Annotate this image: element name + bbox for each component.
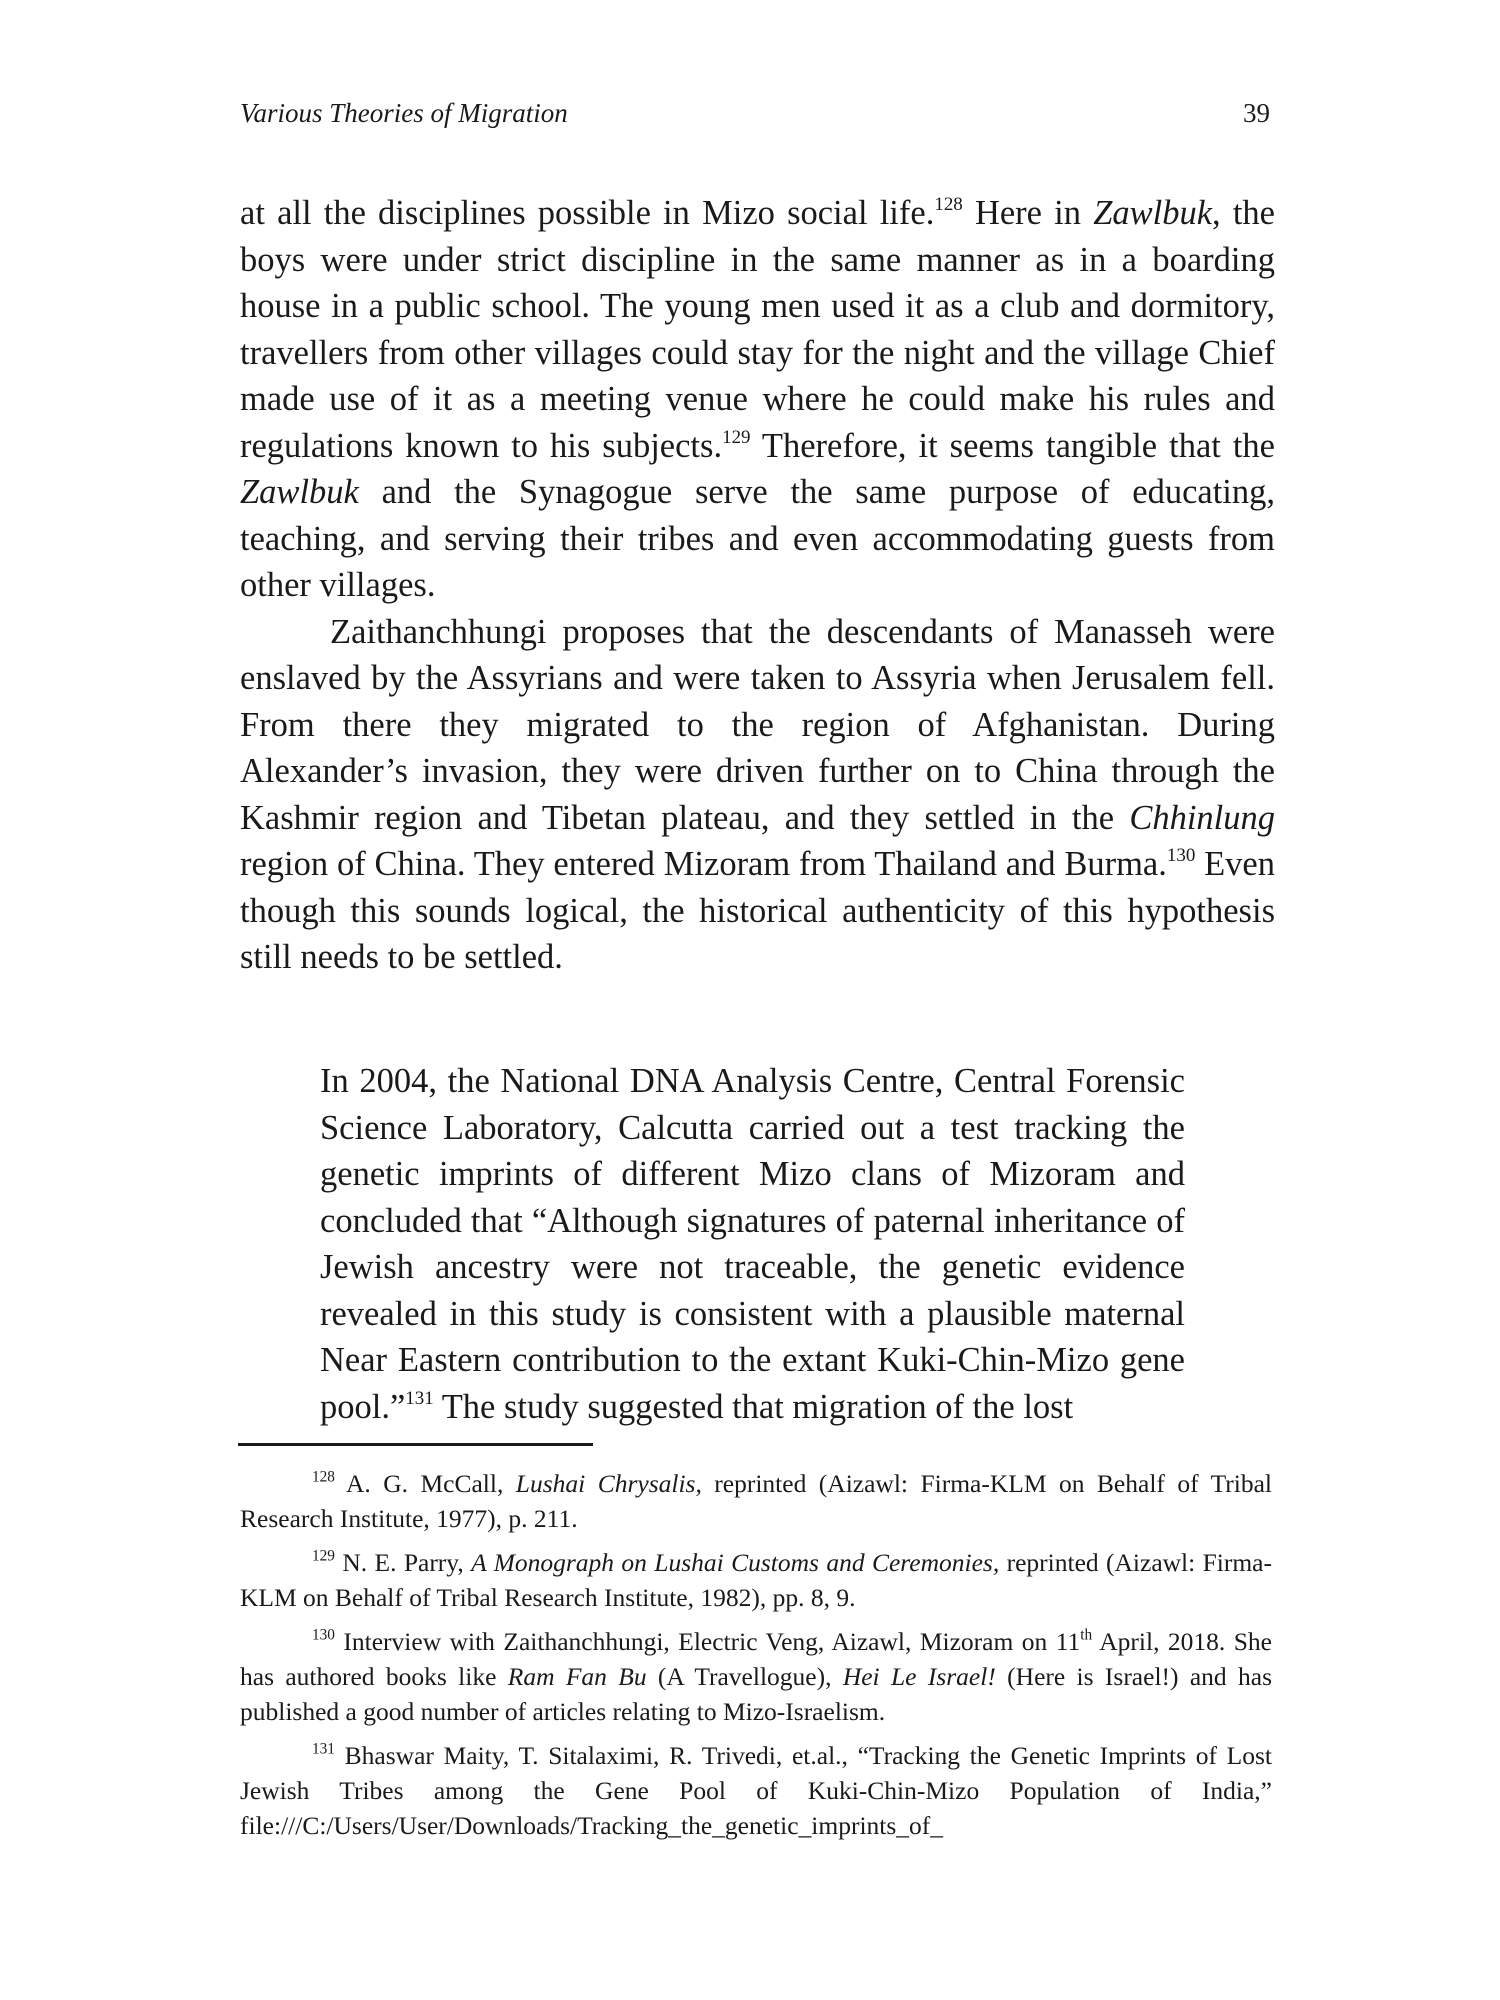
footnote-number: 129 — [312, 1547, 335, 1565]
footnote-ref-130: 130 — [1166, 844, 1196, 866]
running-head — [240, 98, 1270, 129]
text-run: reprinted (Aizawl: Firma-KLM on Behalf of Tribal Research Institute, 1982), pp. 8, 9. — [240, 1548, 1272, 1612]
paragraph-zawlbuk — [240, 190, 1275, 609]
text-run: (Here is Israel!) and has published a good number of articles relating to Mizo-Israelism. — [240, 1662, 1273, 1726]
page-number: 39 — [1243, 98, 1270, 128]
term-zawlbuk: Zawlbuk — [1093, 194, 1213, 232]
paragraph-zaithanchhungi — [240, 609, 1275, 981]
text-run: Interview with Zaithanchhungi, Electric Veng, Aizawl, Mizoram on 11 — [334, 1627, 1081, 1656]
footnotes — [240, 1466, 1272, 1843]
book-title: A Monograph on Lushai Customs and Ceremonies, — [471, 1548, 1000, 1577]
text-run: A. G. McCall, — [334, 1469, 516, 1498]
text-run: region of China. They entered Mizoram from Thailand and Burma. — [240, 845, 1167, 883]
book-title: Lushai Chrysalis, — [515, 1469, 702, 1498]
text-run: (A Travellogue), — [646, 1662, 843, 1691]
text-run: In 2004, the National DNA Analysis Centre, Central Forensic Science Laboratory, Calcutta carried out a test tracking the genetic imprints of different Mizo clans of Mizoram and concluded that “Although signatures of paternal inheritance of Jewish ancestry were not traceable, the genetic evidence revealed in this study is consistent with a plausible maternal Near Eastern contribution to the extant Kuki-Chin-Mizo gene pool.” — [320, 1062, 1185, 1426]
text-run: April, 2018. She has authored books like — [240, 1627, 1272, 1691]
running-head-title: Various Theories of Migration — [240, 98, 568, 128]
footnote-ref-128: 128 — [934, 193, 963, 215]
footnote-128 — [240, 1466, 1272, 1536]
book-title: Ram Fan Bu — [507, 1662, 647, 1691]
text-run: Even though this sounds logical, the historical authenticity of this hypothesis still needs to be settled. — [240, 845, 1275, 976]
text-run: The study suggested that migration of the lost — [433, 1387, 1074, 1426]
text-run: Here in — [962, 194, 1094, 232]
footnote-131 — [240, 1738, 1272, 1843]
footnote-number: 130 — [312, 1626, 335, 1644]
footnote-130 — [240, 1624, 1272, 1729]
book-title: Hei Le Israel! — [842, 1662, 996, 1691]
text-run: , the boys were under strict discipline in the same manner as in a boarding house in a public school. The young men used it as a club and dormitory, travellers from other villages could stay for the night and the village Chief made use of it as a meeting venue where he could make his rules and regulations known to his subjects. — [240, 194, 1275, 465]
text-run: Bhaswar Maity, T. Sitalaximi, R. Trivedi, et.al., “Tracking the Genetic Imprints of Lost Jewish Tribes among the Gene Pool of Kuki-Chin-Mizo Population of India,” file:///C:/Users/User/Downloads/Tracking_the_genetic_imprints_of_ — [240, 1741, 1272, 1840]
text-run: Zaithanchhungi proposes that the descendants of Manasseh were enslaved by the Assyrians and were taken to Assyria when Jerusalem fell. From there they migrated to the region of Afghanistan. During Alexander’s invasion, they were driven further on to China through the Kashmir region and Tibetan plateau, and they settled in the — [240, 612, 1275, 837]
text-run: reprinted (Aizawl: Firma-KLM on Behalf of Tribal Research Institute, 1977), p. 211. — [240, 1469, 1272, 1533]
block-quote — [320, 1058, 1185, 1430]
text-run: at all the disciplines possible in Mizo social life. — [240, 194, 935, 232]
term-zawlbuk: Zawlbuk — [240, 473, 359, 511]
term-chhinlung: Chhinlung — [1129, 798, 1275, 837]
footnote-number: 131 — [312, 1740, 335, 1758]
footnote-divider — [238, 1443, 593, 1446]
footnote-ref-131: 131 — [405, 1387, 434, 1409]
text-run: N. E. Parry, — [334, 1548, 472, 1577]
footnote-129 — [240, 1545, 1272, 1615]
text-run: and the Synagogue serve the same purpose of educating, teaching, and serving their tribes and even accommodating guests from other villages. — [240, 473, 1275, 604]
main-text — [240, 190, 1275, 981]
ordinal-suffix: th — [1080, 1626, 1093, 1644]
footnote-ref-129: 129 — [722, 426, 751, 448]
footnote-number: 128 — [312, 1468, 335, 1486]
text-run: Therefore, it seems tangible that the — [750, 426, 1275, 465]
